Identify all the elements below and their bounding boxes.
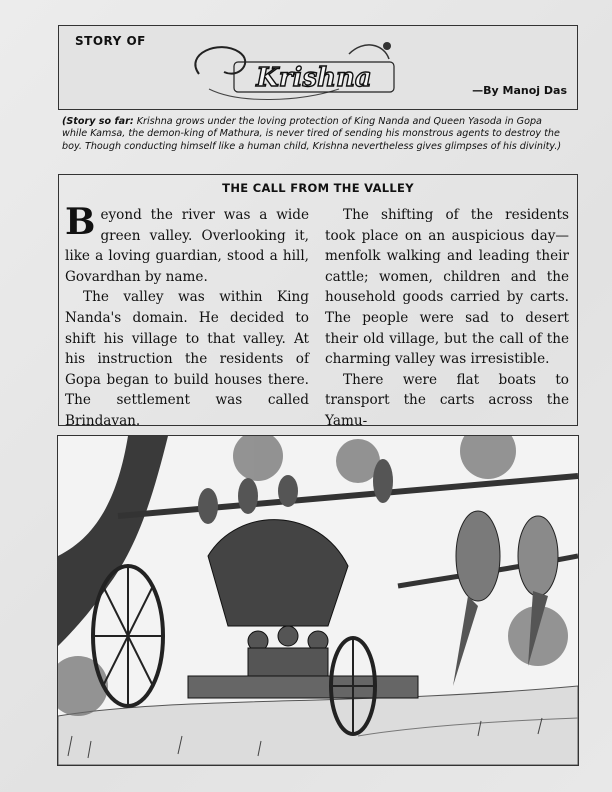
text-column-right xyxy=(325,205,569,432)
cart-and-parrots-illustration xyxy=(58,436,578,765)
paragraph-text: eyond the river was a wide green valley. Overlooking it, like a loving guardian, stood a hill, Govardhan by name. xyxy=(65,207,309,285)
byline: —By Manoj Das xyxy=(472,84,567,97)
story-text-panel xyxy=(58,174,578,429)
synopsis-text: Krishna grows under the loving protection of King Nanda and Queen Yasoda in Gopa while Kamsa, the demon-king of Mathura, is never tired of sending his monstrous agents to destroy the boy. Though conducting himself like a human child, Krishna nevertheless gives glimpses of his divinity.) xyxy=(62,116,562,152)
paragraph xyxy=(65,201,309,287)
chapter-title: THE CALL FROM THE VALLEY xyxy=(222,181,414,195)
paragraph: There were flat boats to transport the carts across the Yamu- xyxy=(325,371,569,429)
paragraph: The valley was within King Nanda's domain. He decided to shift his village to that valley. At his instruction the residents of Gopa began to build houses there. The settlement was called Brindavan. xyxy=(65,289,309,429)
logo-text: Krishna xyxy=(256,63,372,93)
illustration-panel xyxy=(57,435,579,766)
paragraph: The shifting of the residents took place on an auspicious day—menfolk walking and leading their cattle; women, children and the household goods carried by carts. The people were sad to desert their old village, but the call of the charming valley was irresistible. xyxy=(325,207,569,368)
synopsis xyxy=(62,116,567,153)
text-column-left xyxy=(65,201,309,432)
header-panel xyxy=(58,25,578,110)
series-label: STORY OF xyxy=(75,34,146,48)
synopsis-lead: (Story so far: xyxy=(62,116,134,127)
drop-cap: B xyxy=(65,201,96,243)
krishna-title-logo xyxy=(179,34,409,104)
